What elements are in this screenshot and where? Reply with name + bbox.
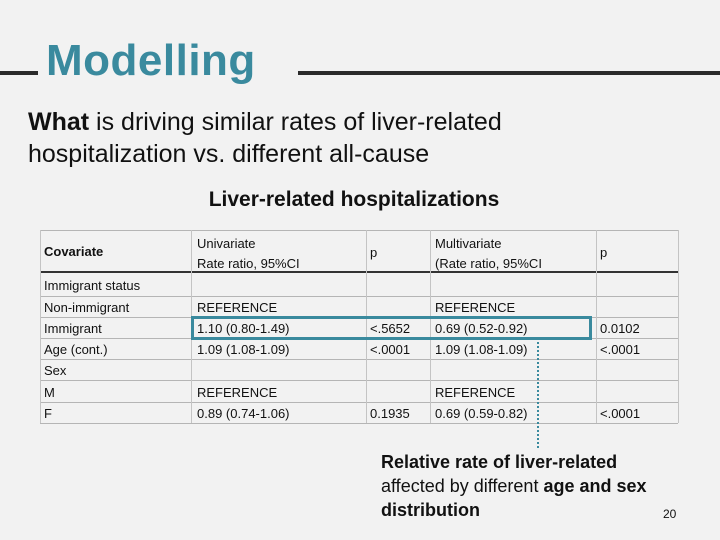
univariate-value: REFERENCE [197, 385, 278, 400]
slide-question [28, 106, 628, 170]
page-number: 20 [663, 507, 677, 521]
header-multivariate: Multivariate [435, 236, 502, 251]
title-rule-left [0, 71, 38, 75]
col-rule [40, 230, 41, 423]
row-rule [40, 296, 678, 297]
multivariate-value: 1.09 (1.08-1.09) [435, 342, 528, 357]
note-line [381, 474, 701, 498]
row-label: Immigrant [44, 321, 102, 336]
col-rule [596, 230, 597, 423]
univariate-value: 1.09 (1.08-1.09) [197, 342, 290, 357]
univariate-value: 0.89 (0.74-1.06) [197, 406, 290, 421]
p-value-multivariate: <.0001 [600, 342, 641, 357]
question-text: is driving similar rates of liver-related hospitalization vs. different all-cause [28, 108, 502, 168]
callout-connector [537, 338, 539, 448]
header-covariate: Covariate [44, 244, 104, 259]
univariate-value: 1.10 (0.80-1.49) [197, 321, 290, 336]
note-line: Relative rate of liver-related [381, 452, 618, 472]
row-label: M [44, 385, 55, 400]
table-top-border [40, 230, 678, 231]
row-label: Immigrant status [44, 278, 141, 293]
p-value-univariate: <.5652 [370, 321, 411, 336]
col-rule [678, 230, 679, 423]
table-bottom-border [40, 423, 678, 424]
header-p-univariate: p [370, 245, 378, 260]
table-title: Liver-related hospitalizations [208, 188, 500, 211]
header-univariate-sub: Rate ratio, 95%CI [197, 256, 300, 271]
row-label: Non-immigrant [44, 300, 130, 315]
title-rule-right [298, 71, 720, 75]
row-rule [40, 402, 678, 403]
highlight-box [191, 316, 592, 340]
p-value-univariate: 0.1935 [370, 406, 410, 421]
header-p-multivariate: p [600, 245, 608, 260]
p-value-multivariate: 0.0102 [600, 321, 640, 336]
multivariate-value: REFERENCE [435, 300, 516, 315]
row-rule [40, 380, 678, 381]
note-emphasis: age and sex [543, 476, 647, 496]
callout-note [381, 450, 701, 522]
row-label: Sex [44, 363, 67, 378]
note-line: distribution [381, 500, 480, 520]
header-rule [40, 271, 678, 273]
header-univariate: Univariate [197, 236, 256, 251]
multivariate-value: 0.69 (0.59-0.82) [435, 406, 528, 421]
header-multivariate-sub: (Rate ratio, 95%CI [435, 256, 542, 271]
row-label: F [44, 406, 52, 421]
multivariate-value: 0.69 (0.52-0.92) [435, 321, 528, 336]
row-label: Age (cont.) [44, 342, 108, 357]
univariate-value: REFERENCE [197, 300, 278, 315]
row-rule [40, 359, 678, 360]
p-value-univariate: <.0001 [370, 342, 411, 357]
p-value-multivariate: <.0001 [600, 406, 641, 421]
question-bold: What [28, 108, 90, 136]
slide-title: Modelling [46, 36, 256, 85]
note-text: affected by different [381, 476, 544, 496]
multivariate-value: REFERENCE [435, 385, 516, 400]
